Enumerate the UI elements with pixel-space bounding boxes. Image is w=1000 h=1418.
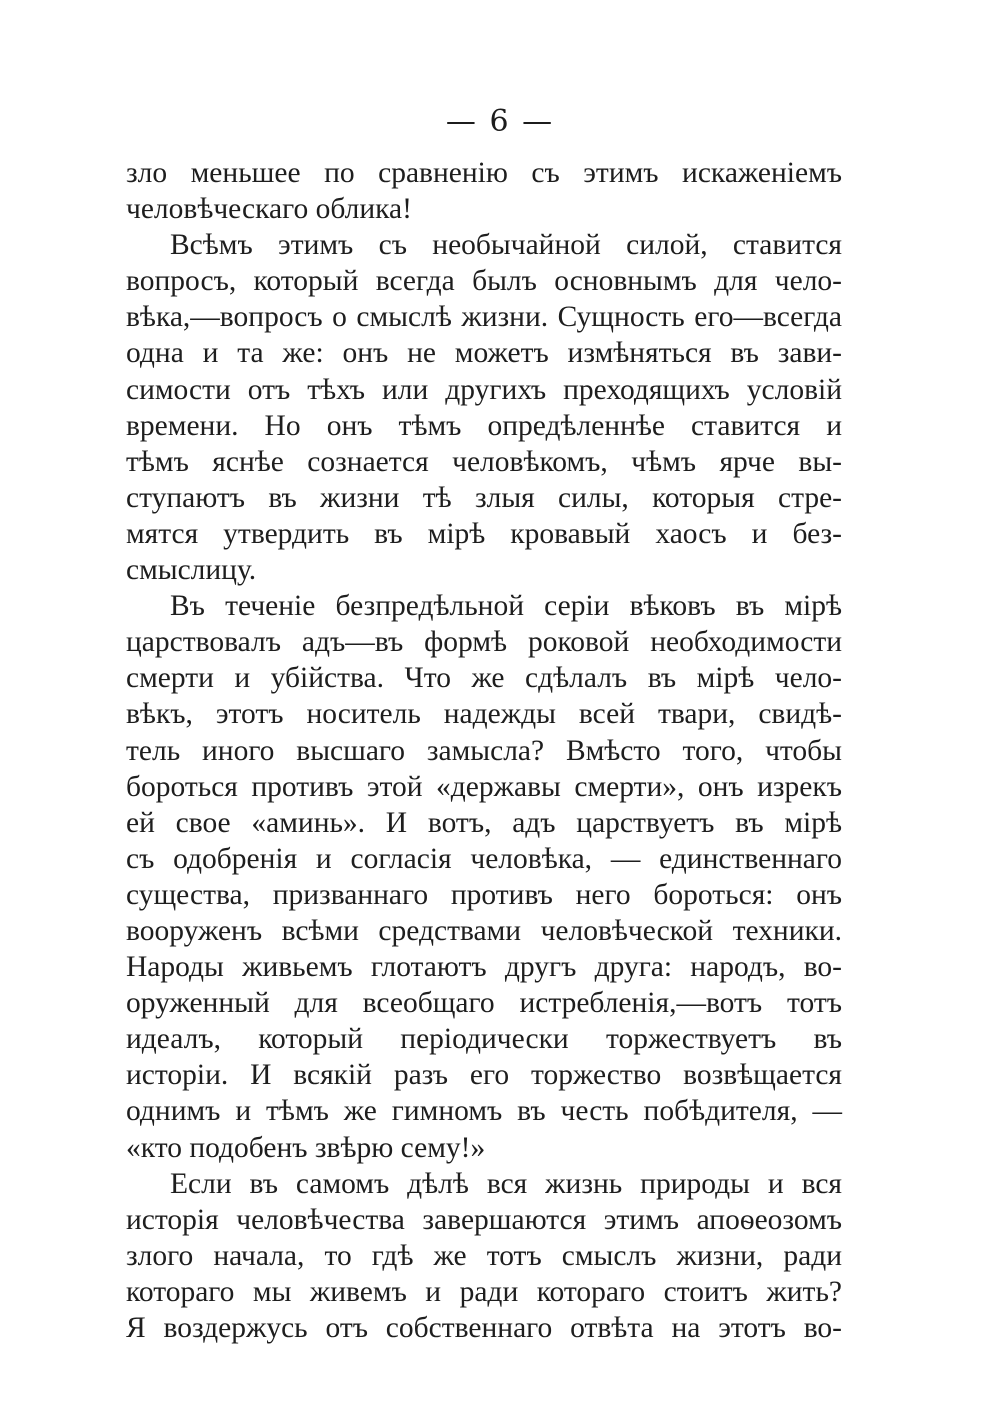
text-line: однимъ и тѣмъ же гимномъ въ честь побѣдителя, — — [126, 1095, 842, 1128]
text-line: Всѣмъ этимъ съ необычайной силой, ставится — [170, 229, 842, 262]
text-line: симости отъ тѣхъ или другихъ преходящихъ условій — [126, 373, 842, 406]
text-line: Въ теченіе безпредѣльной серіи вѣковъ въ мірѣ — [170, 590, 842, 623]
text-line: вѣкъ, этотъ носитель надежды всей твари, свидѣ- — [126, 698, 842, 731]
text-line: ступаютъ въ жизни тѣ злыя силы, которыя стре- — [126, 481, 842, 514]
text-line: человѣческаго облика! — [126, 193, 412, 226]
text-line: Народы живьемъ глотаютъ другъ друга: народъ, во- — [126, 951, 842, 984]
text-line: смыслицу. — [126, 554, 257, 587]
text-line: «кто подобенъ звѣрю сему!» — [126, 1131, 486, 1164]
text-line: котораго мы живемъ и ради котораго стоитъ жить? — [126, 1275, 842, 1308]
text-line: вопросъ, который всегда былъ основнымъ для чело- — [126, 265, 842, 298]
page-number: — 6 — — [445, 104, 555, 139]
text-line: мятся утвердить въ мірѣ кровавый хаосъ и без- — [126, 517, 842, 550]
text-line: съ одобренія и согласія человѣка, — единственнаго — [126, 842, 842, 875]
text-line: вооруженъ всѣми средствами человѣческой техники. — [126, 914, 842, 947]
text-line: существа, призваннаго противъ него бороться: онъ — [126, 878, 842, 911]
text-line: тель иного высшаго замысла? Вмѣсто того, чтобы — [126, 734, 842, 767]
text-line: тѣмъ яснѣе сознается человѣкомъ, чѣмъ ярче вы- — [126, 445, 842, 478]
text-line: бороться противъ этой «державы смерти», онъ изрекъ — [126, 770, 842, 803]
text-line: вѣка,—вопросъ о смыслѣ жизни. Сущность его—всегда — [126, 301, 842, 334]
text-line: Я воздержусь отъ собственнаго отвѣта на этотъ во- — [126, 1312, 842, 1344]
text-line: Если въ самомъ дѣлѣ вся жизнь природы и вся — [170, 1167, 842, 1200]
text-line: оруженный для всеобщаго истребленія,—вотъ тотъ — [126, 987, 842, 1020]
body-text — [126, 155, 842, 1346]
text-line: исторія человѣчества завершаются этимъ апоѳеозомъ — [126, 1203, 842, 1236]
text-line: времени. Но онъ тѣмъ опредѣленнѣе ставится и — [126, 409, 842, 442]
text-line: смерти и убійства. Что же сдѣлалъ въ мірѣ чело- — [126, 662, 842, 695]
text-line: царствовалъ адъ—въ формѣ роковой необходимости — [126, 626, 842, 659]
text-line: идеалъ, который періодически торжествуетъ въ — [126, 1023, 842, 1056]
text-line: ей свое «аминь». И вотъ, адъ царствуетъ въ мірѣ — [126, 806, 842, 839]
text-line: исторіи. И всякій разъ его торжество возвѣщается — [126, 1059, 842, 1092]
text-line: зло меньшее по сравненію съ этимъ искаженіемъ — [126, 157, 842, 189]
text-line: одна и та же: онъ не можетъ измѣняться въ зави- — [126, 337, 842, 370]
text-line: злого начала, то гдѣ же тотъ смыслъ жизни, ради — [126, 1239, 842, 1272]
